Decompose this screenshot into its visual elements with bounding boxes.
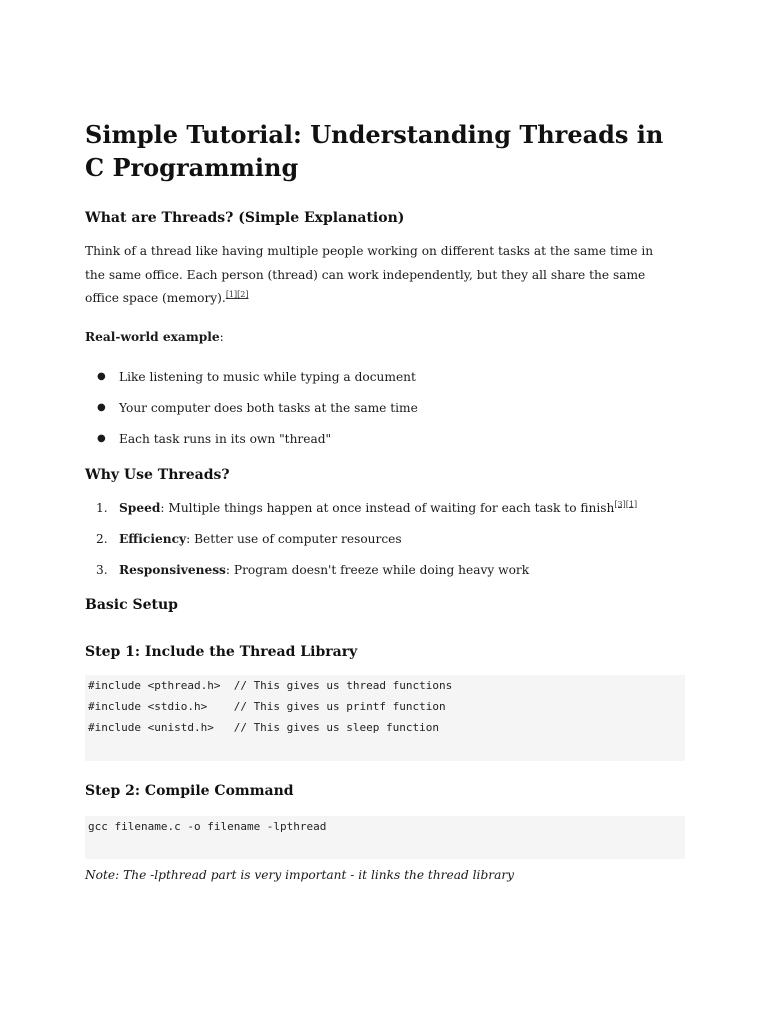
citation-link[interactable]: [1][2] <box>225 289 249 299</box>
bullet-icon: ● <box>97 370 106 382</box>
list-item-label: Speed <box>119 500 161 515</box>
list-item <box>85 498 685 529</box>
real-world-example-colon: : <box>219 329 224 344</box>
list-item-text: : Better use of computer resources <box>186 531 402 546</box>
list-number: 2. <box>96 531 108 546</box>
list-item <box>85 560 685 591</box>
list-item <box>85 529 685 560</box>
list-number: 1. <box>96 500 108 515</box>
code-line: #include <stdio.h> // This gives us printf function <box>88 699 446 713</box>
list-item-text: Each task runs in its own "thread" <box>119 431 332 446</box>
citation-link[interactable]: [3][1] <box>614 499 638 509</box>
bullet-icon: ● <box>97 401 106 413</box>
page-title: Simple Tutorial: Understanding Threads in C Programming <box>85 120 664 182</box>
list-item-text: : Multiple things happen at once instead of waiting for each task to finish <box>160 500 615 515</box>
list-item-text: : Program doesn't freeze while doing heavy work <box>225 562 530 577</box>
list-item-label: Responsiveness <box>119 562 226 577</box>
compile-note: Note: The -lpthread part is very important - it links the thread library <box>85 867 515 882</box>
code-block-includes <box>85 675 685 761</box>
example-bullet-list <box>85 367 685 460</box>
list-item-label: Efficiency <box>119 531 187 546</box>
reasons-numbered-list <box>85 498 685 591</box>
real-world-example-label <box>85 327 685 347</box>
code-line: #include <pthread.h> // This gives us thread functions <box>88 678 453 692</box>
list-item-text: Your computer does both tasks at the same time <box>119 400 418 415</box>
list-item <box>85 429 685 460</box>
heading-step-1: Step 1: Include the Thread Library <box>85 643 358 660</box>
list-item-text: Like listening to music while typing a document <box>119 369 416 384</box>
heading-why-use-threads: Why Use Threads? <box>85 466 230 483</box>
code-block-compile <box>85 816 685 859</box>
list-item <box>85 367 685 398</box>
bullet-icon: ● <box>97 432 106 444</box>
document-content <box>85 118 685 885</box>
list-number: 3. <box>96 562 108 577</box>
heading-what-are-threads: What are Threads? (Simple Explanation) <box>85 210 405 226</box>
threads-explanation-paragraph <box>85 240 675 311</box>
code-line: gcc filename.c -o filename -lpthread <box>88 819 327 833</box>
threads-explanation-text: Think of a thread like having multiple people working on different tasks at the same time in the same office. Each person (thread) can work independently, but they all share the same office space (memory). <box>85 244 654 305</box>
heading-step-2: Step 2: Compile Command <box>85 782 294 799</box>
list-item <box>85 398 685 429</box>
heading-basic-setup: Basic Setup <box>85 596 178 613</box>
real-world-example-text: Real-world example <box>85 329 220 344</box>
code-line: #include <unistd.h> // This gives us sleep function <box>88 721 439 735</box>
